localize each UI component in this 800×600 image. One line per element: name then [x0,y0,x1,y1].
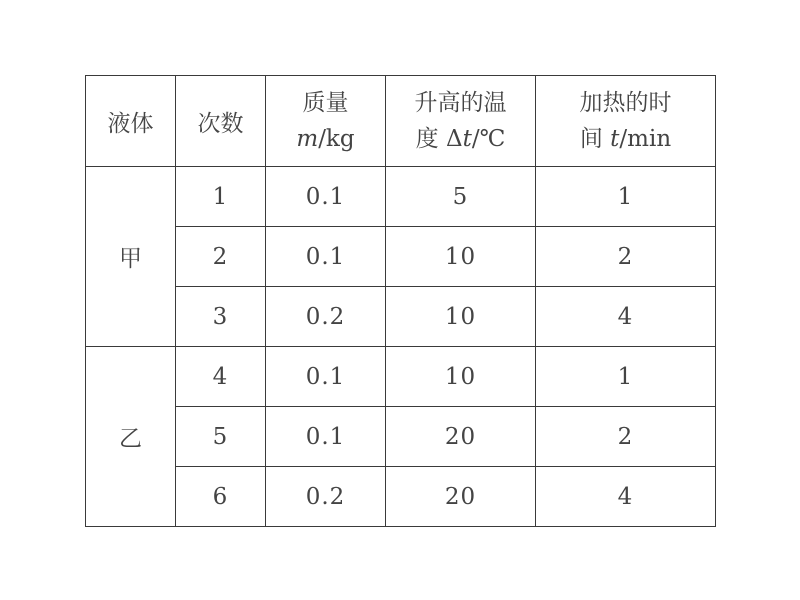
header-mass [266,76,386,167]
header-count-label: 次数 [197,110,244,137]
time-cell: 2 [536,227,716,287]
count-cell: 6 [176,467,266,527]
header-temp-var: t [462,126,472,152]
time-cell: 4 [536,467,716,527]
table-row [86,287,716,347]
header-temp-unit: /℃ [471,126,506,152]
mass-cell: 0.1 [266,407,386,467]
count-cell: 3 [176,287,266,347]
header-heating-time [536,76,716,167]
temp-cell: 20 [386,407,536,467]
temp-cell: 5 [386,167,536,227]
table-row [86,227,716,287]
mass-cell: 0.2 [266,287,386,347]
table-row [86,167,716,227]
count-cell: 1 [176,167,266,227]
count-cell: 5 [176,407,266,467]
temp-cell: 10 [386,347,536,407]
temp-cell: 10 [386,287,536,347]
header-mass-var: m [296,126,319,152]
temp-cell: 10 [386,227,536,287]
time-cell: 2 [536,407,716,467]
header-temp-line2 [386,121,535,157]
experiment-data-table [85,75,716,527]
time-cell: 1 [536,167,716,227]
header-time-line2 [536,121,715,157]
header-time-line1: 加热的时 [579,90,672,116]
time-cell: 1 [536,347,716,407]
liquid-cell-yi: 乙 [86,347,176,527]
header-mass-line1: 质量 [302,90,349,116]
table-row [86,347,716,407]
header-mass-line2 [266,121,385,157]
header-time-var: t [610,126,620,152]
header-time-unit: /min [619,126,672,152]
mass-cell: 0.2 [266,467,386,527]
liquid-cell-jia: 甲 [86,167,176,347]
header-mass-unit: /kg [318,126,355,152]
count-cell: 4 [176,347,266,407]
count-cell: 2 [176,227,266,287]
header-time-prefix: 间 [579,126,611,152]
mass-cell: 0.1 [266,227,386,287]
time-cell: 4 [536,287,716,347]
header-temp-rise [386,76,536,167]
temp-cell: 20 [386,467,536,527]
table-row [86,467,716,527]
header-liquid [86,76,176,167]
header-count [176,76,266,167]
mass-cell: 0.1 [266,167,386,227]
table-header-row [86,76,716,167]
header-liquid-label: 液体 [107,110,154,137]
mass-cell: 0.1 [266,347,386,407]
header-temp-prefix: 度 Δ [415,126,463,152]
header-temp-line1: 升高的温 [414,90,507,116]
table-row [86,407,716,467]
